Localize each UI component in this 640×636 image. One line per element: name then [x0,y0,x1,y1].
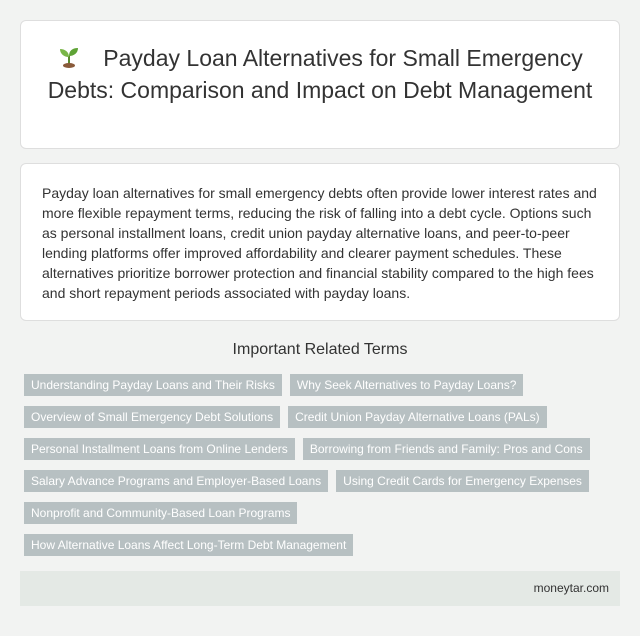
related-term-tag[interactable]: Using Credit Cards for Emergency Expenses [336,470,589,492]
related-term-tag[interactable]: How Alternative Loans Affect Long-Term Debt Management [24,534,353,556]
footer [20,571,620,606]
sprout-icon [57,44,81,75]
related-term-tag[interactable]: Personal Installment Loans from Online Lenders [24,438,295,460]
footer-site-link[interactable]: moneytar.com [533,581,609,595]
description-card [20,163,620,321]
related-term-tag[interactable]: Nonprofit and Community-Based Loan Programs [24,502,297,524]
related-terms-heading: Important Related Terms [232,341,408,358]
page-title: Payday Loan Alternatives for Small Emergency Debts: Comparison and Impact on Debt Management [47,45,593,103]
related-term-tag[interactable]: Overview of Small Emergency Debt Solutions [24,406,280,428]
page-title-wrap [41,43,599,105]
related-term-tag[interactable]: Why Seek Alternatives to Payday Loans? [290,374,523,396]
related-term-tag[interactable]: Credit Union Payday Alternative Loans (PALs) [288,406,547,428]
description-text: Payday loan alternatives for small emergency debts often provide lower interest rates and more flexible repayment terms, reducing the risk of falling into a debt cycle. Options such as personal installment loans, credit union payday alternative loans, and peer-to-peer lending platforms offer improved affordability and clearer payment schedules. These alternatives prioritize borrower protection and financial stability compared to the high fees and short repayment periods associated with payday loans. [42,185,597,301]
title-card [20,20,620,149]
related-term-tag[interactable]: Borrowing from Friends and Family: Pros and Cons [303,438,590,460]
related-terms-list [24,374,624,556]
related-term-tag[interactable]: Understanding Payday Loans and Their Risks [24,374,282,396]
related-term-tag[interactable]: Salary Advance Programs and Employer-Based Loans [24,470,328,492]
